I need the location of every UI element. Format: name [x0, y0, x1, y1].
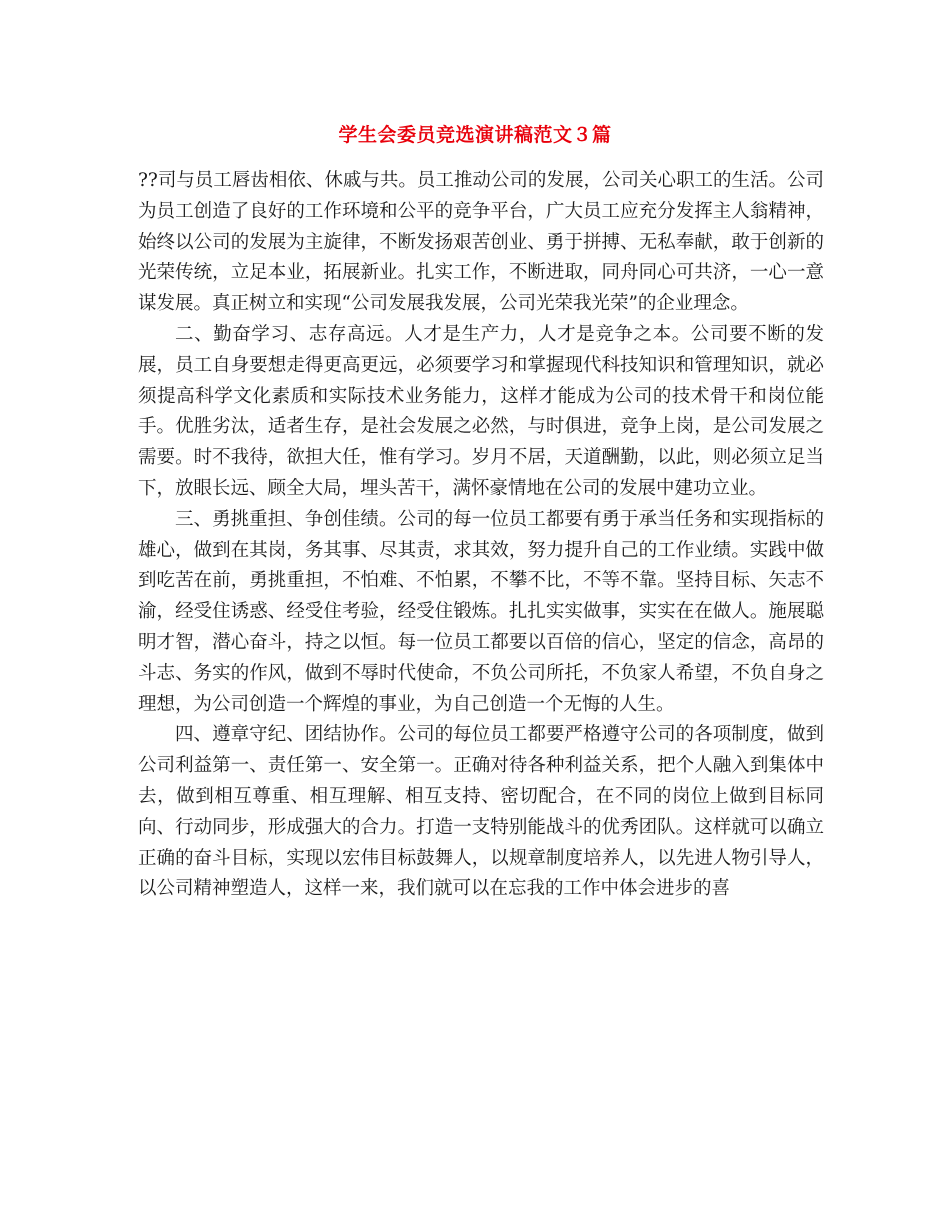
paragraph-responsibility: 三、勇挑重担、争创佳绩。公司的每一位员工都要有勇于承当任务和实现指标的雄心，做到在其岗，务其事、尽其责，求其效，努力提升自己的工作业绩。实践中做到吃苦在前，勇挑重担，不怕难、不怕累，不攀不比，不等不靠。坚持目标、矢志不渝，经受住诱惑、经受住考验，经受住锻炼。扎扎实实做事，实实在在做人。施展聪明才智，潜心奋斗，持之以恒。每一位员工都要以百倍的信心，坚定的信念，高昂的斗志、务实的作风，做到不辱时代使命，不负公司所托，不负家人希望，不负自身之理想，为公司创造一个辉煌的事业，为自己创造一个无悔的人生。 — [138, 508, 824, 715]
paragraph-continuation: ??司与员工唇齿相依、休戚与共。员工推动公司的发展，公司关心职工的生活。公司为员工创造了良好的工作环境和公平的竞争平台，广大员工应充分发挥主人翁精神，始终以公司的发展为主旋律，不断发扬艰苦创业、勇于拼搏、无私奉献，敢于创新的光荣传统，立足本业，拓展新业。扎实工作，不断进取，同舟同心可共济，一心一意谋发展。真正树立和实现“公司发展我发展，公司光荣我光荣”的企业理念。 — [138, 170, 824, 315]
document-title: 学生会委员竞选演讲稿范文３篇 — [338, 124, 612, 146]
document-body — [138, 166, 824, 905]
paragraph-study: 二、勤奋学习、志存高远。人才是生产力，人才是竞争之本。公司要不断的发展，员工自身要想走得更高更远，必须要学习和掌握现代科技知识和管理知识，就必须提高科学文化素质和实际技术业务能力，这样才能成为公司的技术骨干和岗位能手。优胜劣汰，适者生存，是社会发展之必然，与时俱进，竞争上岗，是公司发展之需要。时不我待，欲担大任，惟有学习。岁月不居，天道酬勤，以此，则必须立足当下，放眼长远、顾全大局，埋头苦干，满怀豪情地在公司的发展中建功立业。 — [138, 323, 824, 499]
paragraph-discipline: 四、遵章守纪、团结协作。公司的每位员工都要严格遵守公司的各项制度，做到公司利益第一、责任第一、安全第一。正确对待各种利益关系，把个人融入到集体中去，做到相互尊重、相互理解、相互支持、密切配合，在不同的岗位上做到目标同向、行动同步，形成强大的合力。打造一支特别能战斗的优秀团队。这样就可以确立正确的奋斗目标，实现以宏伟目标鼓舞人，以规章制度培养人，以先进人物引导人，以公司精神塑造人，这样一来，我们就可以在忘我的工作中体会进步的喜 — [138, 724, 824, 900]
